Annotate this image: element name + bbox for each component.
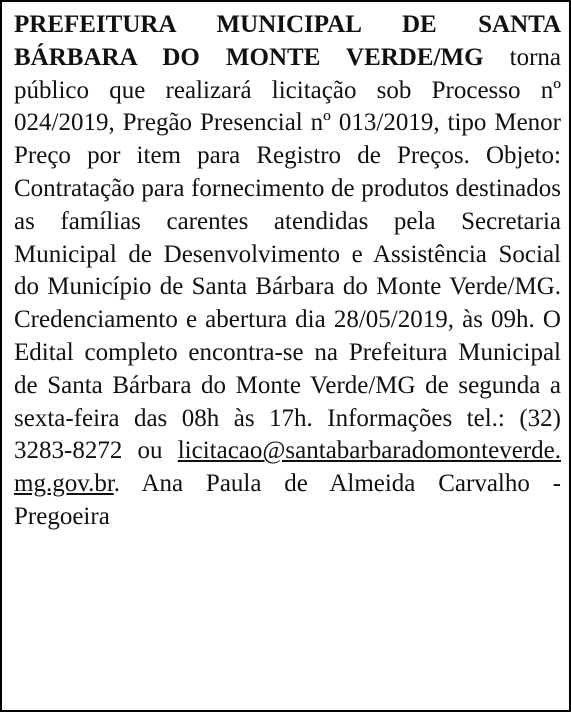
notice-closing: . Ana Paula de Almeida Carvalho - Pregoeira	[14, 470, 561, 530]
notice-body: torna público que realizará licitação sob Processo nº 024/2019, Pregão Presencial nº 013/2019, tipo Menor Preço por item para Registro de Preços. Objeto: Contratação para fornecimento de produtos destinados as famílias carentes atendidas pela Secretaria Municipal de Desenvolvimento e Assistência Social do Município de Santa Bárbara do Monte Verde/MG. Credenciamento e abertura dia 28/05/2019, às 09h. O Edital completo encontra-se na Prefeitura Municipal de Santa Bárbara do Monte Verde/MG de segunda a sexta-feira das 08h às 17h. Informações tel.: (32) 3283-8272 ou	[14, 43, 561, 465]
notice-heading: PREFEITURA MUNICIPAL DE SANTA BÁRBARA DO MONTE VERDE/MG	[14, 11, 561, 71]
notice-paragraph	[14, 9, 561, 534]
contact-email: licitacao@santabarbaradomonteverde.mg.gov.br	[14, 437, 561, 498]
